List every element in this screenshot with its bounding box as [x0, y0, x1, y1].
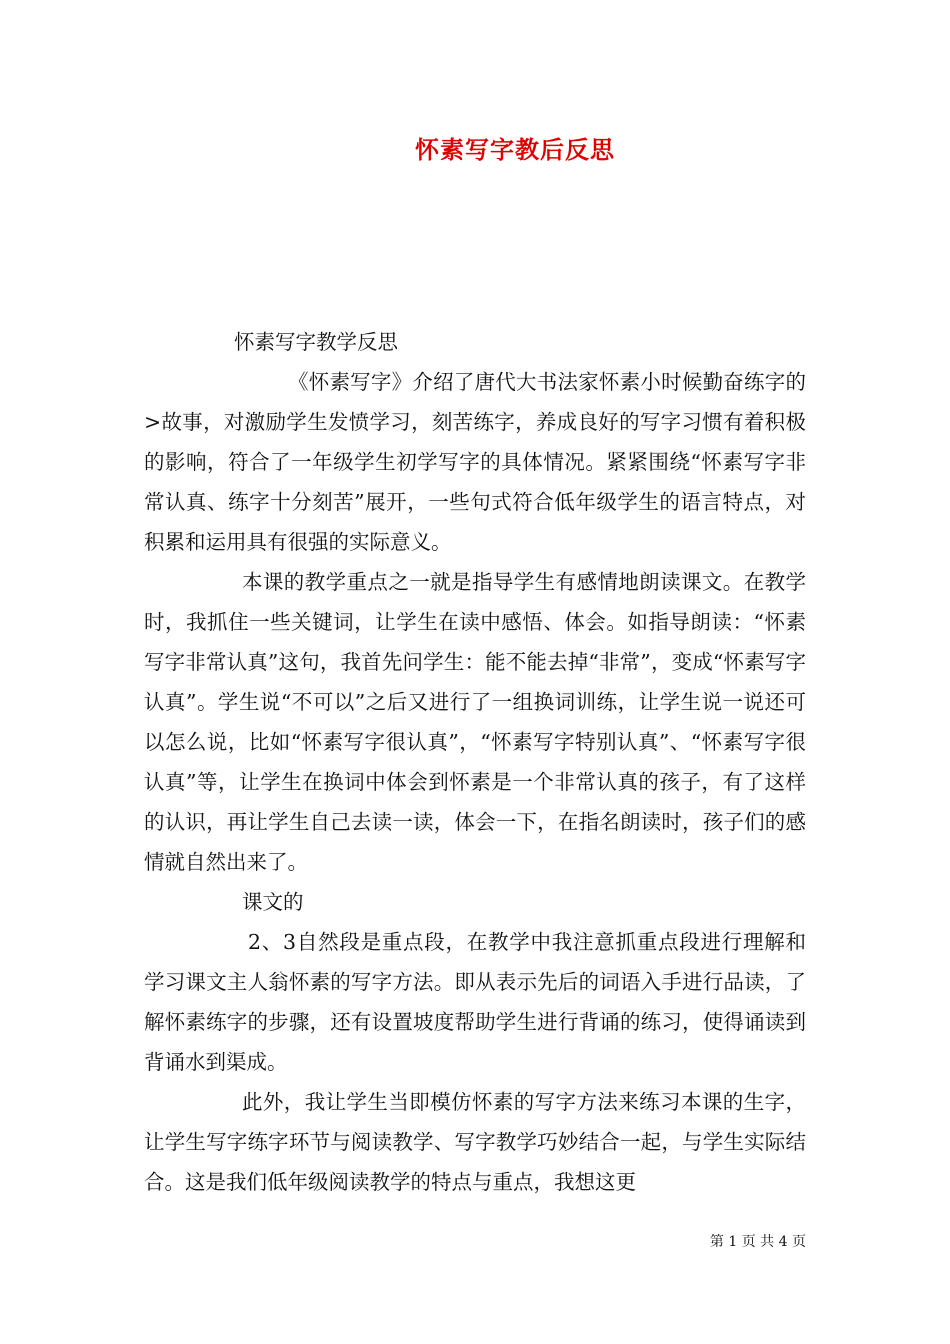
document-body [144, 322, 806, 1202]
document-title: 怀素写字教后反思 [415, 135, 615, 164]
paragraph-4: 2、3自然段是重点段，在教学中我注意抓重点段进行理解和学习课文主人翁怀素的写字方法。即从表示先后的词语入手进行品读，了解怀素练字的步骤，还有设置坡度帮助学生进行背诵的练习，使得诵读到背诵水到渠成。 [144, 930, 806, 1074]
page-number: 第 1 页 共 4 页 [709, 1234, 806, 1250]
paragraph-1: 《怀素写字》介绍了唐代大书法家怀素小时候勤奋练字的>故事，对激励学生发愤学习，刻苦练字，养成良好的写字习惯有着积极的影响，符合了一年级学生初学写字的具体情况。紧紧围绕“怀素写字非常认真、练字十分刻苦”展开，一些句式符合低年级学生的语言特点，对积累和运用具有很强的实际意义。 [144, 370, 806, 554]
paragraph-5: 此外，我让学生当即模仿怀素的写字方法来练习本课的生字，让学生写字练字环节与阅读教学、写字教学巧妙结合一起，与学生实际结合。这是我们低年级阅读教学的特点与重点，我想这更 [144, 1090, 806, 1194]
section-subtitle: 怀素写字教学反思 [234, 330, 398, 354]
paragraph-2: 本课的教学重点之一就是指导学生有感情地朗读课文。在教学时，我抓住一些关键词，让学生在读中感悟、体会。如指导朗读：“怀素写字非常认真”这句，我首先问学生：能不能去掉“非常”，变成“怀素写字认真”。学生说“不可以”之后又进行了一组换词训练，让学生说一说还可以怎么说，比如“怀素写字很认真”，“怀素写字特别认真”、“怀素写字很认真”等，让学生在换词中体会到怀素是一个非常认真的孩子，有了这样的认识，再让学生自己去读一读，体会一下，在指名朗读时，孩子们的感情就自然出来了。 [144, 570, 806, 874]
paragraph-3: 课文的 [242, 890, 304, 914]
